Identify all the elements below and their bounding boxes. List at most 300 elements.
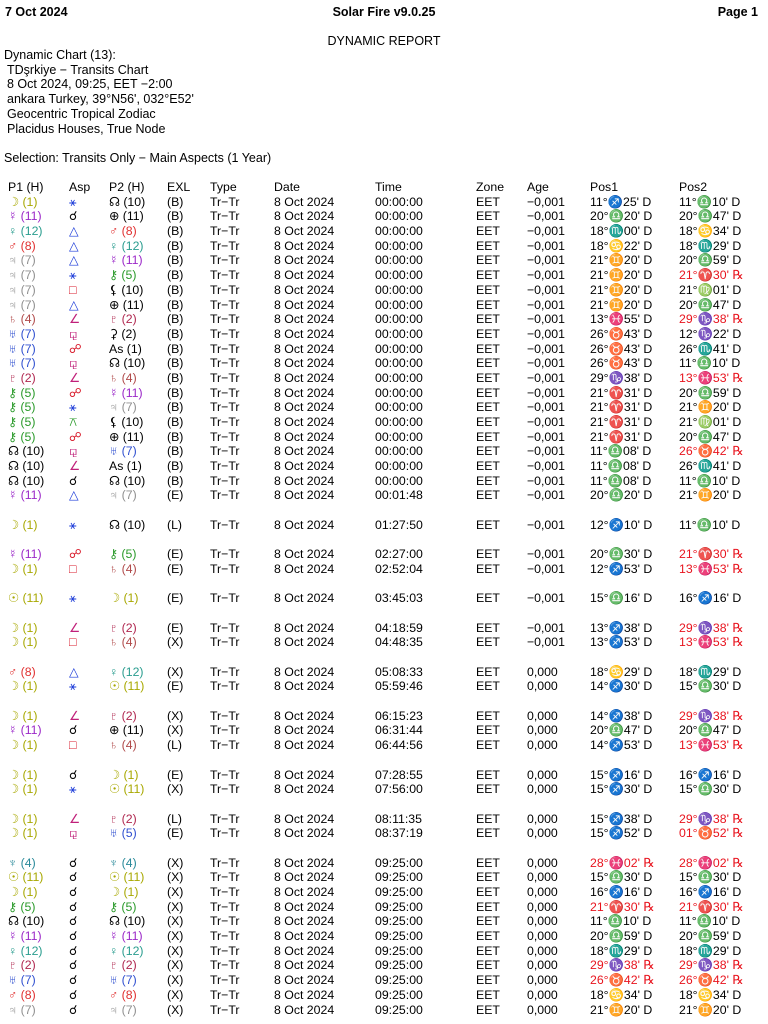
aspect-cell: ☌ (69, 209, 78, 224)
age-cell: −0,001 (527, 253, 565, 268)
aspect-cell: □ (69, 738, 77, 753)
age-cell: −0,001 (527, 194, 565, 209)
planet-1-cell: ⚷ (5) (8, 429, 36, 444)
table-row (0, 371, 768, 386)
time-cell: 00:00:00 (375, 429, 423, 444)
table-row (0, 400, 768, 415)
table-row (0, 856, 768, 871)
age-cell: −0,001 (527, 635, 565, 650)
position-2-cell: 18°♋34' D (679, 224, 742, 239)
position-1-cell: 21°♈30' ℞ (590, 899, 655, 914)
age-cell: −0,001 (527, 415, 565, 429)
aspect-cell: ⚻ (69, 415, 78, 429)
zone-cell: EET (476, 1002, 500, 1017)
position-2-cell: 13°♓53' ℞ (679, 561, 744, 576)
zone-cell: EET (476, 899, 500, 914)
table-row (0, 914, 768, 929)
planet-2-cell: ⊕ (11) (109, 723, 144, 738)
table-row (0, 591, 768, 606)
zone-cell: EET (476, 767, 500, 782)
planet-1-cell: ☽ (1) (8, 679, 38, 694)
time-cell: 00:00:00 (375, 297, 423, 312)
position-2-cell: 20°♎47' D (679, 429, 742, 444)
table-row (0, 268, 768, 283)
planet-1-cell: ♃ (7) (8, 268, 36, 283)
zone-cell: EET (476, 664, 500, 679)
planet-2-cell: ♀ (12) (109, 238, 144, 253)
time-cell: 09:25:00 (375, 929, 423, 944)
time-cell: 00:00:00 (375, 326, 423, 341)
column-header: Pos1 (590, 180, 619, 194)
type-cell: Tr−Tr (210, 723, 240, 738)
planet-1-cell: ☊ (10) (8, 473, 45, 488)
exl-cell: (B) (167, 356, 184, 371)
date-cell: 8 Oct 2024 (274, 987, 335, 1002)
table-row (0, 298, 768, 313)
position-1-cell: 13°♐38' D (590, 620, 653, 635)
aspect-cell: □ (69, 282, 77, 297)
position-1-cell: 21°♈31' D (590, 400, 653, 415)
position-2-cell: 15°♎30' D (679, 782, 742, 797)
zone-cell: EET (476, 282, 500, 297)
age-cell: 0,000 (527, 767, 558, 782)
position-2-cell: 21°♊20' D (679, 400, 742, 415)
position-2-cell: 20°♎59' D (679, 385, 742, 400)
planet-1-cell: ♃ (7) (8, 253, 36, 268)
planet-1-cell: ⚷ (5) (8, 415, 36, 429)
planet-2-cell: ♅ (7) (109, 973, 137, 988)
table-row (0, 195, 768, 210)
report-title: DYNAMIC REPORT (327, 34, 441, 48)
position-1-cell: 15°♐38' D (590, 811, 653, 826)
table-row (0, 665, 768, 680)
type-cell: Tr−Tr (210, 238, 240, 253)
zone-cell: EET (476, 312, 500, 327)
table-row (0, 826, 768, 841)
planet-1-cell: ☊ (10) (8, 459, 45, 474)
date-cell: 8 Oct 2024 (274, 591, 335, 606)
planet-2-cell: ⊕ (11) (109, 297, 144, 312)
planet-1-cell: ☽ (1) (8, 738, 38, 753)
planet-2-cell: ☽ (1) (109, 591, 139, 606)
date-cell: 8 Oct 2024 (274, 620, 335, 635)
date-cell: 8 Oct 2024 (274, 224, 335, 239)
age-cell: 0,000 (527, 782, 558, 797)
date-cell: 8 Oct 2024 (274, 429, 335, 444)
exl-cell: (X) (167, 664, 184, 679)
time-cell: 09:25:00 (375, 855, 423, 870)
table-row (0, 239, 768, 254)
age-cell: −0,001 (527, 356, 565, 371)
table-row (0, 415, 768, 430)
type-cell: Tr−Tr (210, 943, 240, 958)
date-cell: 8 Oct 2024 (274, 238, 335, 253)
exl-cell: (L) (167, 811, 183, 826)
type-cell: Tr−Tr (210, 929, 240, 944)
planet-2-cell: ♀ (12) (109, 943, 144, 958)
planet-1-cell: ♅ (7) (8, 341, 36, 356)
exl-cell: (E) (167, 591, 184, 606)
planet-2-cell: ☉ (11) (109, 679, 145, 694)
exl-cell: (X) (167, 870, 184, 885)
planet-1-cell: ♆ (4) (8, 855, 36, 870)
position-1-cell: 20°♎30' D (590, 547, 653, 562)
column-header: Time (375, 180, 402, 194)
position-2-cell: 15°♎30' D (679, 870, 742, 885)
time-cell: 09:25:00 (375, 899, 423, 914)
planet-1-cell: ⚷ (5) (8, 400, 36, 415)
planet-2-cell: ⚸ (10) (109, 282, 144, 297)
exl-cell: (B) (167, 444, 184, 459)
table-header-row (0, 180, 768, 195)
planet-2-cell: ⊕ (11) (109, 429, 144, 444)
position-2-cell: 29°♑38' ℞ (679, 620, 744, 635)
age-cell: 0,000 (527, 914, 558, 929)
table-row (0, 283, 768, 298)
zone-cell: EET (476, 561, 500, 576)
time-cell: 09:25:00 (375, 973, 423, 988)
position-1-cell: 21°♊20' D (590, 282, 653, 297)
age-cell: −0,001 (527, 459, 565, 474)
table-row (0, 738, 768, 753)
planet-1-cell: ☽ (1) (8, 826, 38, 841)
age-cell: 0,000 (527, 870, 558, 885)
exl-cell: (X) (167, 929, 184, 944)
type-cell: Tr−Tr (210, 561, 240, 576)
planet-1-cell: ☽ (1) (8, 620, 38, 635)
position-2-cell: 18°♋34' D (679, 987, 742, 1002)
position-2-cell: 20°♎59' D (679, 929, 742, 944)
position-1-cell: 20°♎59' D (590, 929, 653, 944)
planet-1-cell: ☿ (11) (8, 488, 42, 503)
aspect-cell: ☌ (69, 885, 78, 899)
date-cell: 8 Oct 2024 (274, 473, 335, 488)
position-2-cell: 26°♉42' ℞ (679, 444, 744, 459)
zone-cell: EET (476, 738, 500, 753)
zone-cell: EET (476, 987, 500, 1002)
date-cell: 8 Oct 2024 (274, 1002, 335, 1017)
planet-1-cell: ☿ (11) (8, 929, 42, 944)
planet-2-cell: ♄ (4) (109, 561, 137, 576)
position-2-cell: 20°♎59' D (679, 253, 742, 268)
type-cell: Tr−Tr (210, 356, 240, 371)
time-cell: 00:00:00 (375, 341, 423, 356)
type-cell: Tr−Tr (210, 987, 240, 1002)
age-cell: 0,000 (527, 973, 558, 988)
age-cell: −0,001 (527, 473, 565, 488)
zone-cell: EET (476, 326, 500, 341)
type-cell: Tr−Tr (210, 811, 240, 826)
planet-1-cell: ☽ (1) (8, 517, 38, 532)
date-cell: 8 Oct 2024 (274, 370, 335, 385)
date-cell: 8 Oct 2024 (274, 282, 335, 297)
position-2-cell: 11°♎10' D (679, 914, 741, 929)
type-cell: Tr−Tr (210, 400, 240, 415)
planet-2-cell: ♄ (4) (109, 635, 137, 650)
date-cell: 8 Oct 2024 (274, 312, 335, 327)
position-1-cell: 26°♉43' D (590, 356, 653, 371)
exl-cell: (X) (167, 635, 184, 650)
type-cell: Tr−Tr (210, 914, 240, 929)
age-cell: −0,001 (527, 591, 565, 606)
exl-cell: (X) (167, 958, 184, 973)
aspect-cell: ∠ (69, 312, 81, 327)
planet-1-cell: ☉ (11) (8, 591, 44, 606)
planet-1-cell: ☿ (11) (8, 209, 42, 224)
planet-2-cell: ♆ (4) (109, 855, 137, 870)
position-2-cell: 20°♎47' D (679, 297, 742, 312)
time-cell: 02:52:04 (375, 561, 423, 576)
column-header: Date (274, 180, 300, 194)
time-cell: 00:00:00 (375, 444, 423, 459)
type-cell: Tr−Tr (210, 973, 240, 988)
planet-2-cell: ♇ (2) (109, 958, 137, 973)
age-cell: 0,000 (527, 987, 558, 1002)
date-cell: 8 Oct 2024 (274, 943, 335, 958)
planet-1-cell: ☉ (11) (8, 870, 44, 885)
planet-1-cell: ♂ (8) (8, 238, 36, 253)
planet-2-cell: ♃ (7) (109, 488, 137, 503)
exl-cell: (B) (167, 194, 184, 209)
table-row (0, 621, 768, 636)
planet-2-cell: ⚳ (2) (109, 326, 137, 341)
aspect-cell: ☌ (69, 987, 78, 1002)
planet-1-cell: ♄ (4) (8, 312, 36, 327)
exl-cell: (B) (167, 473, 184, 488)
type-cell: Tr−Tr (210, 767, 240, 782)
date-cell: 8 Oct 2024 (274, 958, 335, 973)
exl-cell: (X) (167, 855, 184, 870)
planet-2-cell: ☊ (10) (109, 356, 146, 371)
type-cell: Tr−Tr (210, 429, 240, 444)
zone-cell: EET (476, 723, 500, 738)
table-row (0, 944, 768, 959)
planet-1-cell: ♀ (12) (8, 943, 43, 958)
position-2-cell: 11°♎10' D (679, 194, 741, 209)
zone-cell: EET (476, 209, 500, 224)
zone-cell: EET (476, 341, 500, 356)
time-cell: 06:44:56 (375, 738, 423, 753)
position-2-cell: 20°♎47' D (679, 209, 742, 224)
planet-2-cell: ⚸ (10) (109, 415, 144, 429)
planet-1-cell: ☽ (1) (8, 811, 38, 826)
age-cell: 0,000 (527, 855, 558, 870)
date-cell: 8 Oct 2024 (274, 973, 335, 988)
planet-1-cell: ♀ (12) (8, 224, 43, 239)
date-cell: 8 Oct 2024 (274, 679, 335, 694)
age-cell: −0,001 (527, 238, 565, 253)
exl-cell: (B) (167, 459, 184, 474)
position-1-cell: 13°♓55' D (590, 312, 653, 327)
date-cell: 8 Oct 2024 (274, 708, 335, 723)
zone-cell: EET (476, 224, 500, 239)
date-cell: 8 Oct 2024 (274, 561, 335, 576)
age-cell: −0,001 (527, 224, 565, 239)
table-row (0, 459, 768, 474)
aspect-cell: △ (69, 488, 79, 503)
exl-cell: (X) (167, 943, 184, 958)
table-row (0, 430, 768, 445)
planet-2-cell: ☊ (10) (109, 473, 146, 488)
table-body (0, 195, 768, 1018)
time-cell: 00:00:00 (375, 209, 423, 224)
time-cell: 00:00:00 (375, 224, 423, 239)
position-1-cell: 29°♑38' ℞ (590, 958, 655, 973)
table-row (0, 723, 768, 738)
position-1-cell: 18°♏29' D (590, 943, 653, 958)
aspect-cell: ∠ (69, 811, 81, 826)
exl-cell: (X) (167, 899, 184, 914)
zone-cell: EET (476, 253, 500, 268)
exl-cell: (X) (167, 885, 184, 899)
planet-1-cell: ☽ (1) (8, 782, 38, 797)
position-2-cell: 21°♍01' D (679, 282, 742, 297)
exl-cell: (E) (167, 488, 184, 503)
planet-2-cell: ♄ (4) (109, 738, 137, 753)
planet-1-cell: ⚷ (5) (8, 385, 36, 400)
aspect-cell: ⚼ (69, 826, 78, 841)
position-2-cell: 29°♑38' ℞ (679, 958, 744, 973)
position-1-cell: 21°♈31' D (590, 415, 653, 429)
date-cell: 8 Oct 2024 (274, 459, 335, 474)
planet-2-cell: ♇ (2) (109, 312, 137, 327)
type-cell: Tr−Tr (210, 620, 240, 635)
type-cell: Tr−Tr (210, 517, 240, 532)
age-cell: 0,000 (527, 679, 558, 694)
table-spacer (0, 694, 768, 709)
position-1-cell: 14°♐38' D (590, 708, 653, 723)
header-page-number: Page 1 (717, 5, 758, 19)
zone-cell: EET (476, 635, 500, 650)
planet-1-cell: ☊ (10) (8, 444, 45, 459)
exl-cell: (B) (167, 224, 184, 239)
aspect-cell: ☌ (69, 973, 78, 988)
column-header: Asp (69, 180, 91, 194)
position-2-cell: 11°♎10' D (679, 356, 741, 371)
table-row (0, 209, 768, 224)
aspect-cell: ⚹ (69, 782, 77, 797)
planet-2-cell: ⚷ (5) (109, 547, 137, 562)
aspect-cell: ⚹ (69, 679, 77, 694)
aspect-cell: □ (69, 561, 77, 576)
planet-2-cell: ♂ (8) (109, 987, 137, 1002)
column-header: Pos2 (679, 180, 708, 194)
position-2-cell: 18°♏29' D (679, 664, 742, 679)
date-cell: 8 Oct 2024 (274, 914, 335, 929)
chart-info-line: Dynamic Chart (13): (4, 48, 116, 62)
planet-1-cell: ♂ (8) (8, 987, 36, 1002)
zone-cell: EET (476, 238, 500, 253)
table-row (0, 562, 768, 577)
planet-1-cell: ♃ (7) (8, 282, 36, 297)
position-1-cell: 20°♎20' D (590, 209, 653, 224)
time-cell: 05:08:33 (375, 664, 423, 679)
zone-cell: EET (476, 855, 500, 870)
type-cell: Tr−Tr (210, 194, 240, 209)
exl-cell: (X) (167, 987, 184, 1002)
aspect-table (0, 180, 768, 1017)
aspect-cell: ∠ (69, 708, 81, 723)
age-cell: 0,000 (527, 738, 558, 753)
type-cell: Tr−Tr (210, 459, 240, 474)
exl-cell: (X) (167, 708, 184, 723)
table-spacer (0, 753, 768, 768)
date-cell: 8 Oct 2024 (274, 356, 335, 371)
column-header: P2 (H) (109, 180, 145, 194)
position-1-cell: 26°♉43' D (590, 341, 653, 356)
position-2-cell: 21°♊20' D (679, 1002, 742, 1017)
position-1-cell: 15°♐16' D (590, 767, 653, 782)
aspect-cell: △ (69, 253, 79, 268)
position-2-cell: 18°♏29' D (679, 943, 742, 958)
aspect-cell: ⚼ (69, 444, 78, 459)
position-2-cell: 21°♊20' D (679, 488, 742, 503)
type-cell: Tr−Tr (210, 664, 240, 679)
zone-cell: EET (476, 356, 500, 371)
planet-2-cell: ♇ (2) (109, 620, 137, 635)
date-cell: 8 Oct 2024 (274, 782, 335, 797)
table-row (0, 679, 768, 694)
table-spacer (0, 650, 768, 665)
table-row (0, 635, 768, 650)
zone-cell: EET (476, 429, 500, 444)
age-cell: −0,001 (527, 400, 565, 415)
position-2-cell: 01°♉52' ℞ (679, 826, 744, 841)
zone-cell: EET (476, 400, 500, 415)
position-1-cell: 18°♋22' D (590, 238, 653, 253)
position-1-cell: 11°♎08' D (590, 459, 652, 474)
time-cell: 00:00:00 (375, 282, 423, 297)
exl-cell: (X) (167, 782, 184, 797)
chart-info (4, 48, 194, 136)
aspect-cell: ⚼ (69, 326, 78, 341)
exl-cell: (L) (167, 517, 183, 532)
header-app-title: Solar Fire v9.0.25 (332, 5, 436, 19)
position-2-cell: 16°♐16' D (679, 767, 742, 782)
zone-cell: EET (476, 297, 500, 312)
zone-cell: EET (476, 929, 500, 944)
aspect-cell: △ (69, 664, 79, 679)
age-cell: −0,001 (527, 517, 565, 532)
time-cell: 09:25:00 (375, 870, 423, 885)
aspect-cell: ☍ (69, 429, 82, 444)
position-2-cell: 26°♏41' D (679, 459, 742, 474)
exl-cell: (E) (167, 620, 184, 635)
position-2-cell: 21°♈30' ℞ (679, 547, 744, 562)
exl-cell: (B) (167, 385, 184, 400)
exl-cell: (B) (167, 415, 184, 429)
exl-cell: (B) (167, 209, 184, 224)
position-2-cell: 15°♎30' D (679, 679, 742, 694)
exl-cell: (L) (167, 738, 183, 753)
planet-1-cell: ♇ (2) (8, 370, 36, 385)
zone-cell: EET (476, 914, 500, 929)
table-spacer (0, 577, 768, 592)
table-row (0, 327, 768, 342)
planet-2-cell: ☿ (11) (109, 253, 143, 268)
time-cell: 00:01:48 (375, 488, 423, 503)
date-cell: 8 Oct 2024 (274, 811, 335, 826)
position-2-cell: 26°♉42' ℞ (679, 973, 744, 988)
position-1-cell: 18°♋34' D (590, 987, 653, 1002)
zone-cell: EET (476, 870, 500, 885)
time-cell: 00:00:00 (375, 253, 423, 268)
zone-cell: EET (476, 885, 500, 899)
exl-cell: (E) (167, 826, 184, 841)
aspect-cell: ⚹ (69, 268, 77, 283)
age-cell: −0,001 (527, 282, 565, 297)
exl-cell: (B) (167, 238, 184, 253)
